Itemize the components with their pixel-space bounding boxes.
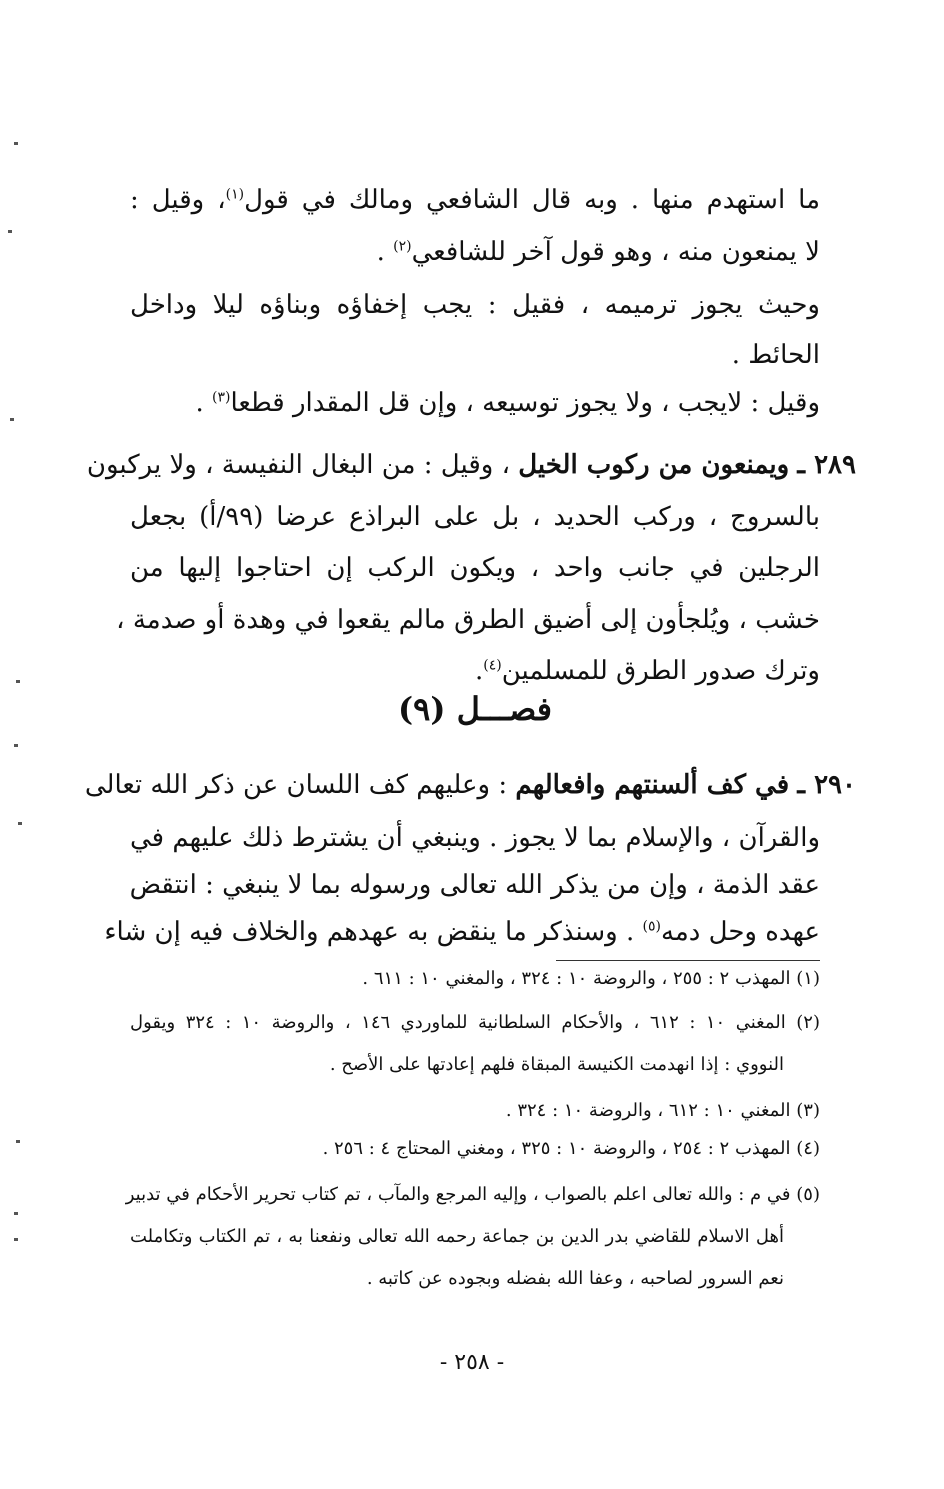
footnote-2-cont: النووي : إذا انهدمت الكنيسة المبقاة فلهم إعادتها على الأصح .: [329, 1054, 784, 1075]
margin-speck: [14, 1238, 18, 1241]
margin-speck: [18, 822, 22, 825]
paragraph-290-start: ٢٩٠ ـ في كف ألسنتهم وافعالهم : وعليهم كف اللسان عن ذكر الله تعالى: [84, 770, 856, 800]
paragraph-keyword: ويمنعون من ركوب الخيل: [518, 450, 790, 480]
footnote-4: (٤) المهذب ٢ : ٢٥٤ ، والروضة ١٠ : ٣٢٥ ، ومغني المحتاج ٤ : ٢٥٦ .: [322, 1138, 820, 1159]
text-line: الرجلين في جانب واحد ، ويكون الركب إن احتاجوا إليها من: [130, 553, 820, 583]
margin-speck: [16, 680, 20, 683]
text-line: وحيث يجوز ترميمه ، فقيل : يجب إخفاؤه وبناؤه ليلا وداخل: [130, 290, 820, 320]
margin-speck: [14, 744, 18, 747]
text-line: والقرآن ، والإسلام بما لا يجوز . وينبغي أن يشترط ذلك عليهم في: [130, 823, 820, 853]
margin-speck: [14, 142, 18, 145]
paragraph-number: ٢٨٩ ـ: [797, 450, 856, 480]
text-line: لا يمنعون منه ، وهو قول آخر للشافعي$^{(٢)}$ .: [376, 237, 820, 267]
footnote-5-cont: أهل الاسلام للقاضي بدر الدين بن جماعة رحمه الله تعالى ونفعنا به ، تم الكتاب وتكاملت: [130, 1226, 784, 1247]
main-text: [84, 0, 856, 1489]
text-line: عهده وحل دمه$^{(٥)}$ . وسنذكر ما ينقض به عهدهم والخلاف فيه إن شاء: [104, 917, 820, 947]
margin-speck: [8, 230, 12, 233]
section-heading: فصـــل (٩): [397, 690, 552, 728]
page-number: - ٢٥٨ -: [439, 1350, 505, 1375]
footnote-2: (٢) المغني ١٠ : ٦١٢ ، والأحكام السلطانية للماوردي ١٤٦ ، والروضة ١٠ : ٣٢٤ ويقول: [130, 1012, 820, 1033]
footnote-1: (١) المهذب ٢ : ٢٥٥ ، والروضة ١٠ : ٣٢٤ ، والمغني ١٠ : ٦١١ .: [362, 968, 820, 989]
margin-speck: [10, 418, 14, 421]
text-line: وقيل : لايجب ، ولا يجوز توسيعه ، وإن قل المقدار قطعا$^{(٣)}$ .: [195, 388, 820, 418]
footnote-ref: (٤): [483, 657, 502, 674]
footnote-ref: (٣): [212, 389, 231, 406]
margin-speck: [14, 1212, 18, 1215]
footnote-3: (٣) المغني ١٠ : ٦١٢ ، والروضة ١٠ : ٣٢٤ .: [505, 1100, 820, 1121]
paragraph-number: ٢٩٠ ـ: [797, 770, 856, 800]
margin-speck: [16, 1140, 20, 1143]
text-line: وترك صدور الطرق للمسلمين$^{(٤)}$.: [475, 656, 820, 686]
paragraph-289-start: ٢٨٩ ـ ويمنعون من ركوب الخيل ، وقيل : من البغال النفيسة ، ولا يركبون: [86, 450, 856, 480]
text-line: بالسروج ، وركب الحديد ، بل على البراذع عرضا (٩٩/أ) بجعل: [130, 502, 820, 532]
text-line: عقد الذمة ، وإن من يذكر الله تعالى ورسوله بما لا ينبغي : انتقض: [129, 870, 820, 900]
text-line: ما استهدم منها . وبه قال الشافعي ومالك في قول$^{(١)}$، وقيل :: [130, 185, 820, 215]
footnote-5-cont2: نعم السرور لصاحبه ، وعفا الله بفضله وبجوده عن كاتبه .: [366, 1268, 784, 1289]
footnote-5: (٥) في م : والله تعالى اعلم بالصواب ، وإليه المرجع والمآب ، تم كتاب تحرير الأحكام في تدبير: [125, 1184, 820, 1205]
text-line: الحائط .: [731, 340, 820, 370]
paragraph-keyword: في كف ألسنتهم وافعالهم: [515, 770, 790, 800]
footnote-ref: (٥): [642, 918, 661, 935]
footnote-separator: [556, 960, 820, 961]
footnote-ref: (٢): [393, 238, 412, 255]
text-line: خشب ، ويُلجأون إلى أضيق الطرق مالم يقعوا في وهدة أو صدمة ،: [116, 605, 820, 635]
footnote-ref: (١): [225, 186, 245, 203]
